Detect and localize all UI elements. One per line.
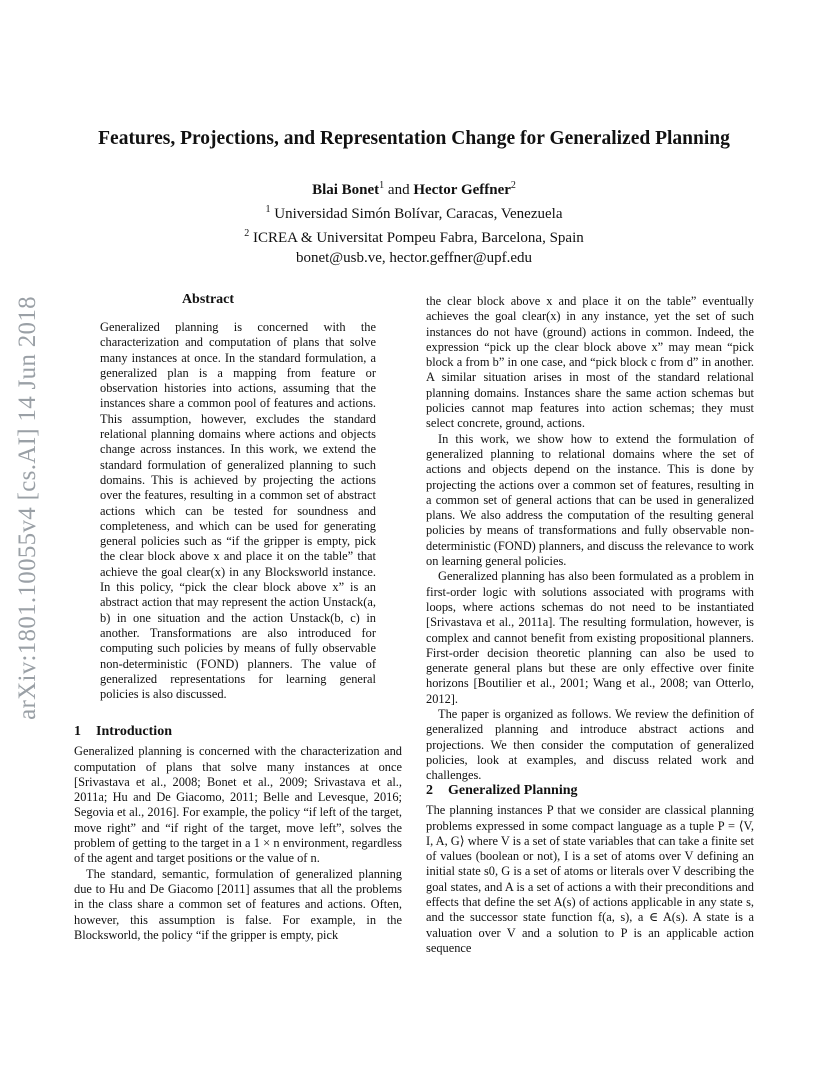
paper-title: Features, Projections, and Representation Change for Generalized Planning — [98, 128, 730, 149]
affiliation-2 — [0, 224, 828, 248]
arxiv-sidebar-stamp — [6, 265, 50, 750]
author-line — [0, 176, 828, 200]
section-number: 2 — [426, 783, 433, 798]
affiliation-1 — [0, 200, 828, 224]
abstract-body — [100, 320, 376, 702]
intro-paragraph-2: The standard, semantic, formulation of generalized planning due to Hu and De Giacomo [2011] assumes that all the problems in the class share a common set of features and actions. Often, however, this assumption is false. For example, in the Blocksworld, the policy “if the gripper is empty, pick — [74, 866, 402, 942]
author-2-name: Hector Geffner — [413, 182, 511, 198]
author-and: and — [387, 182, 410, 198]
author-emails: bonet@usb.ve, hector.geffner@upf.edu — [295, 250, 533, 266]
abstract-heading: Abstract — [181, 292, 235, 307]
author-block — [0, 176, 828, 268]
right-paragraph-1: the clear block above x and place it on the table” eventually achieves the goal clear(x) in any instance, yet the set of such instances do not have (ground) actions in common. Indeed, the expression “pick up the clear block above x” may mean “pick block a from b” in one case, and “pick block c from d” in another. A similar situation arises in most of the standard relational planning domains. Instances share the same action schemas but policies cannot map features into action schemas; they must select concrete, ground, actions. — [426, 294, 754, 431]
author-1-sup: 1 — [379, 180, 385, 191]
generalized-planning-section — [426, 783, 754, 956]
affiliation-2-sup: 2 — [244, 228, 250, 239]
section-number: 1 — [74, 724, 81, 739]
author-2-sup: 2 — [510, 180, 516, 191]
affiliation-1-text: Universidad Simón Bolívar, Caracas, Venezuela — [274, 206, 563, 222]
right-paragraph-3: Generalized planning has also been formulated as a problem in first-order logic with solutions associated with programs with loops, where actions schemas do not need to be instantiated [Srivastava et al., 2011a]. The resulting formulation, however, is complex and cannot benefit from existing propositional planners. First-order decision theoretic planning can also be used to generate general plans but these are only effective over finite horizons [Boutilier et al., 2001; Wang et al., 2008; van Otterlo, 2012]. — [426, 569, 754, 706]
affiliation-2-text: ICREA & Universitat Pompeu Fabra, Barcelona, Spain — [252, 230, 584, 246]
sec2-paragraph-1: The planning instances P that we consider are classical planning problems expressed in some compact language as a tuple P = ⟨V, I, A, G⟩ where V is a set of state variables that can take a finite set of values (boolean or not), I is a set of atoms over V defining an initial state s0, G is a set of atoms or literals over V describing the goal states, and A is a set of actions a with their preconditions and effects that define the set A(s) of actions applicable in any state s, and the successor state function f(a, s), a ∈ A(s). A state is a valuation over V and a solution to P is an applicable action sequence — [426, 803, 754, 955]
generalized-planning-heading — [426, 783, 754, 798]
section-title: Generalized Planning — [448, 783, 578, 798]
right-paragraph-4: The paper is organized as follows. We review the definition of generalized planning and introduce abstract actions and projections. We then consider the computation of generalized policies, look at examples, and discuss related work and challenges. — [426, 707, 754, 783]
introduction-section — [74, 724, 402, 943]
right-paragraph-2: In this work, we show how to extend the formulation of generalized planning to relational domains where the set of actions and objects depend on the instance. This is done by projecting the actions over a common set of features, resulting in a common set of general actions that can be used in generalized plans. We also address the computation of the resulting general policies by means of transformations and fully observable non-deterministic (FOND) planners, and discuss the relevance to work on learning general policies. — [426, 431, 754, 569]
author-1-name: Blai Bonet — [312, 182, 380, 198]
right-column — [426, 294, 754, 784]
intro-paragraph-1: Generalized planning is concerned with the characterization and computation of plans that solve many instances at once [Srivastava et al., 2008; Bonet et al., 2009; Srivastava et al., 2011a; Hu and De Giacomo, 2011; Belle and Levesque, 2016; Segovia et al., 2016]. For example, the policy “if left of the target, move right” and “if right of the target, move left”, solves the problem of getting to the target in a 1 × n environment, regardless of the agent and target positions or the value of n. — [74, 744, 402, 866]
arxiv-id: arXiv:1801.10055v4 [cs.AI] 14 Jun 2018 — [14, 295, 41, 720]
affiliation-1-sup: 1 — [265, 204, 271, 215]
section-title: Introduction — [96, 724, 172, 739]
abstract-text: Generalized planning is concerned with the characterization and computation of plans that solve many instances at once. In the standard formulation, a generalized plan is a mapping from feature or observation histories into actions, assuming that the instances share a common pool of features and actions. This assumption, however, excludes the standard relational planning domains where actions and objects change across instances. In this work, we extend the standard formulation of generalized planning to such domains. This is achieved by projecting the actions over the features, resulting in a common set of abstract actions which can be tested for soundness and completeness, and which can be used for generating general policies such as “if the gripper is empty, pick the clear block above x and place it on the table” that achieve the goal clear(x) in any Blocksworld instance. In this policy, “pick the clear block above x” is an abstract action that may represent the action Unstack(a, b) in one situation and the action Unstack(b, c) in another. Transformations are also introduced for computing such policies by means of fully observable non-deterministic (FOND) planners. The value of generalized representations for learning general policies is also discussed. — [100, 320, 376, 702]
introduction-heading — [74, 724, 402, 739]
